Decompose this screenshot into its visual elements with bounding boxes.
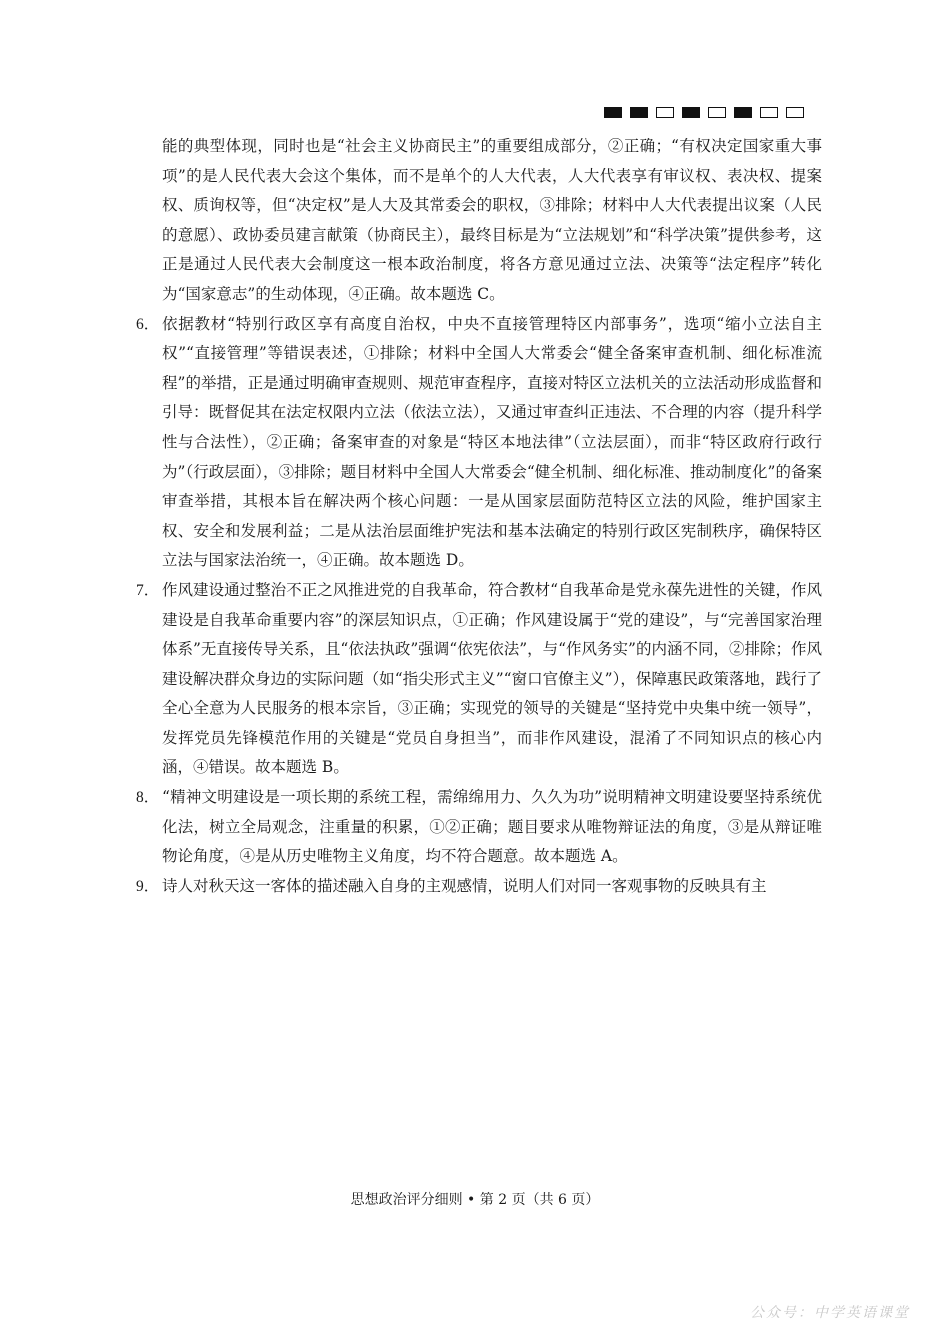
item-text: 依据教材“特别行政区享有高度自治权，中央不直接管理特区内部事务”，选项“缩小立法自主权”“直接管理”等错误表述，①排除；材料中全国人大常委会“健全备案审查机制、细化标准流程”的举措，正是通过明确审查规则、规范审查程序，直接对特区立法机关的立法活动形成监督和引导：既督促其在法定权限内立法（依法立法），又通过审查纠正违法、不合理的内容（提升科学性与合法性），②正确；备案审查的对象是“特区本地法律”（立法层面），而非“特区政府行政行为”（行政层面），③排除；题目材料中全国人大常委会“健全机制、细化标准、推动制度化”的备案审查举措，其根本旨在解决两个核心问题：一是从国家层面防范特区立法的风险，维护国家主权、安全和发展利益；二是从法治层面维护宪法和基本法确定的特别行政区宪制秩序，确保特区立法与国家法治统一，④正确。故本题选 D。	[162, 314, 822, 570]
answer-item-7	[128, 576, 822, 783]
empty-square-mark	[656, 107, 674, 118]
page-footer: 思想政治评分细则 • 第 2 页（共 6 页）	[350, 1192, 600, 1208]
item-text: 诗人对秋天这一客体的描述融入自身的主观感情，说明人们对同一客观事物的反映具有主	[162, 876, 767, 895]
item-number: 7．	[136, 581, 160, 599]
item-number: 9．	[136, 877, 160, 895]
filled-square-mark	[630, 107, 648, 118]
answer-item-8	[128, 783, 822, 872]
item-text: “精神文明建设是一项长期的系统工程，需绵绵用力、久久为功”说明精神文明建设要坚持系统优化法，树立全局观念，注重量的积累，①②正确；题目要求从唯物辩证法的角度，③是从辩证唯物论角度，④是从历史唯物主义角度，均不符合题意。故本题选 A。	[162, 788, 822, 866]
continuation-paragraph: 能的典型体现，同时也是“社会主义协商民主”的重要组成部分，②正确；“有权决定国家重大事项”的是人民代表大会这个集体，而不是单个的人大代表，人大代表享有审议权、表决权、提案权、质询权等，但“决定权”是人大及其常委会的职权，③排除；材料中人大代表提出议案（人民的意愿）、政协委员建言献策（协商民主），最终目标是为“立法规划”和“科学决策”提供参考，这正是通过人民代表大会制度这一根本政治制度，将各方意见通过立法、决策等“法定程序”转化为“国家意志”的生动体现，④正确。故本题选 C。	[162, 137, 822, 303]
item-number: 8．	[136, 789, 160, 807]
empty-square-mark	[786, 107, 804, 118]
item-text: 作风建设通过整治不正之风推进党的自我革命，符合教材“自我革命是党永葆先进性的关键，作风建设是自我革命重要内容”的深层知识点，①正确；作风建设属于“党的建设”，与“完善国家治理体系”无直接传导关系，且“依法执政”强调“依宪依法”，与“作风务实”的内涵不同，②排除；作风建设解决群众身边的实际问题（如“指尖形式主义”“窗口官僚主义”），保障惠民政策落地，践行了全心全意为人民服务的根本宗旨，③正确；实现党的领导的关键是“坚持党中央集中统一领导”，发挥党员先锋模范作用的关键是“党员自身担当”，而非作风建设，混淆了不同知识点的核心内涵，④错误。故本题选 B。	[162, 580, 822, 777]
answer-item-9	[128, 872, 822, 902]
filled-square-mark	[604, 107, 622, 118]
answer-item-6	[128, 310, 822, 576]
empty-square-mark	[760, 107, 778, 118]
filled-square-mark	[682, 107, 700, 118]
answer-content	[128, 132, 822, 901]
header-marks	[604, 107, 804, 118]
empty-square-mark	[708, 107, 726, 118]
filled-square-mark	[734, 107, 752, 118]
item-number: 6．	[136, 315, 160, 333]
watermark: 公众号：中学英语课堂	[750, 1305, 910, 1321]
